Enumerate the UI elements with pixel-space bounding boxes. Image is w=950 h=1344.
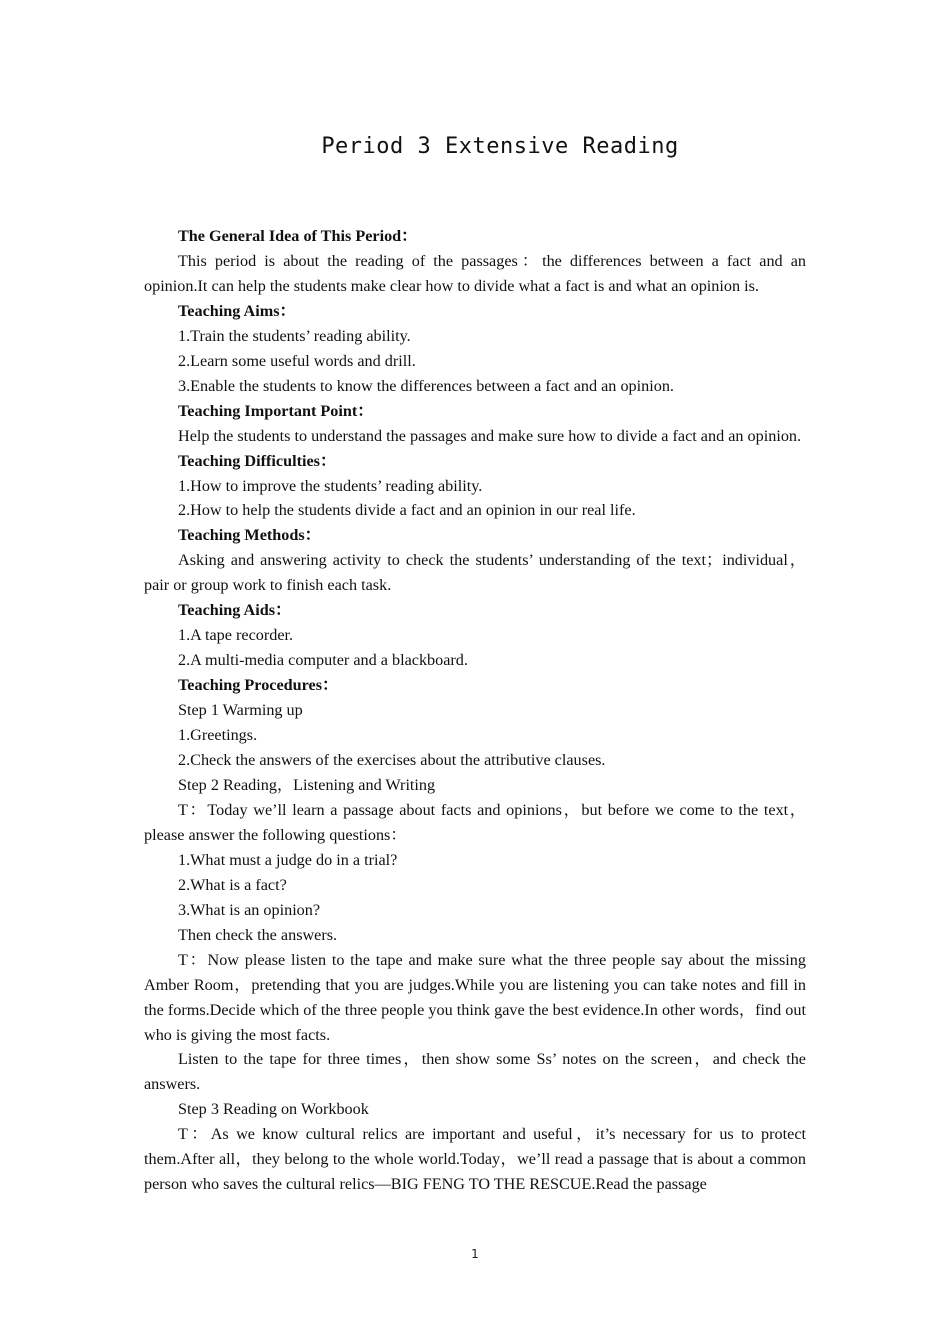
paragraph: 2.A multi-media computer and a blackboard. <box>178 651 468 670</box>
paragraph: T：Today we’ll learn a passage about facts and opinions，but before we come to the text，please answer the following questions： <box>144 800 806 844</box>
paragraph: 2.How to help the students divide a fact and an opinion in our real life. <box>178 501 636 520</box>
section-heading: Teaching Procedures： <box>178 676 339 695</box>
paragraph: T：Now please listen to the tape and make sure what the three people say about the missing Amber Room，pretending that you are judges.While you are listening you can take notes and fill in the forms.Decide which of the three people you think gave the best evidence.In other words，find out who is giving the most facts. <box>144 950 806 1044</box>
section-heading: Teaching Important Point： <box>178 401 374 420</box>
paragraph: This period is about the reading of the passages：the differences between a fact and an opinion.It can help the students make clear how to divide what a fact is and what an opinion is. <box>144 251 806 295</box>
section-heading: Teaching Aids： <box>178 601 292 620</box>
section-heading: Teaching Methods： <box>178 526 321 545</box>
paragraph: 2.What is a fact? <box>178 875 287 894</box>
paragraph: 3.Enable the students to know the differences between a fact and an opinion. <box>178 376 674 395</box>
paragraph: 1.A tape recorder. <box>178 626 294 645</box>
section-heading: Teaching Difficulties： <box>178 451 337 470</box>
paragraph: 1.Train the students’ reading ability. <box>178 326 411 345</box>
paragraph: Step 1 Warming up <box>178 701 303 720</box>
paragraph: Step 3 Reading on Workbook <box>178 1100 369 1119</box>
paragraph: Step 2 Reading，Listening and Writing <box>178 775 436 794</box>
document-body <box>144 224 806 1197</box>
paragraph: 3.What is an opinion? <box>178 900 321 919</box>
paragraph: 1.Greetings. <box>178 726 258 745</box>
paragraph: Help the students to understand the passages and make sure how to divide a fact and an opinion. <box>178 426 802 445</box>
paragraph: Asking and answering activity to check the students’ understanding of the text；individual，pair or group work to finish each task. <box>144 551 806 595</box>
paragraph: 1.How to improve the students’ reading ability. <box>178 476 483 495</box>
paragraph: 2.Check the answers of the exercises about the attributive clauses. <box>178 751 606 770</box>
paragraph: Then check the answers. <box>178 925 338 944</box>
paragraph: 1.What must a judge do in a trial? <box>178 850 398 869</box>
paragraph: Listen to the tape for three times，then show some Ss’ notes on the screen，and check the answers. <box>144 1050 806 1094</box>
paragraph: T：As we know cultural relics are important and useful，it’s necessary for us to protect them.After all，they belong to the whole world.Today，we’ll read a passage that is about a common person who saves the cultural relics—BIG FENG TO THE RESCUE.Read the passage <box>144 1125 806 1194</box>
section-heading: The General Idea of This Period： <box>178 227 418 245</box>
page-title: Period 3 Extensive Reading <box>321 134 679 159</box>
paragraph: 2.Learn some useful words and drill. <box>178 351 416 370</box>
section-heading: Teaching Aims： <box>178 301 296 320</box>
page-number: 1 <box>471 1247 479 1261</box>
